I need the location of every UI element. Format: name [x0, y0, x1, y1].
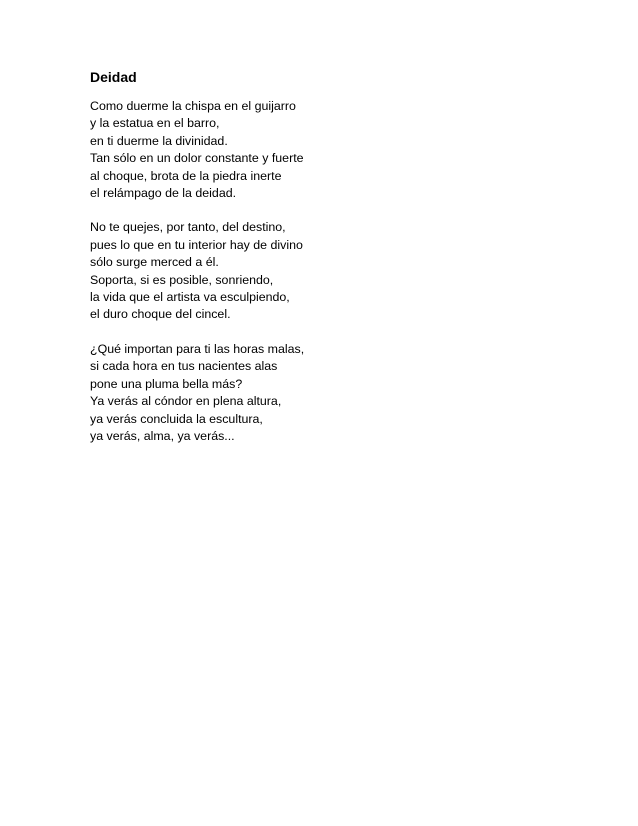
poem-line: y la estatua en el barro, [90, 116, 220, 131]
poem-line: Como duerme la chispa en el guijarro [90, 99, 296, 113]
poem-line: No te quejes, por tanto, del destino, [90, 220, 286, 235]
poem-line: la vida que el artista va esculpiendo, [90, 290, 290, 305]
stanza-2 [90, 219, 570, 323]
poem-line: sólo surge merced a él. [90, 255, 219, 270]
poem-title: Deidad [90, 69, 137, 85]
poem-line: el relámpago de la deidad. [90, 186, 237, 201]
stanza-1 [90, 98, 570, 202]
stanza-3 [90, 341, 570, 445]
poem-line: ya verás concluida la escultura, [90, 411, 263, 426]
poem-line: ¿Qué importan para ti las horas malas, [90, 341, 305, 356]
poem-line: si cada hora en tus nacientes alas [90, 359, 278, 374]
poem-line: pues lo que en tu interior hay de divino [90, 237, 303, 252]
poem-line: Ya verás al cóndor en plena altura, [90, 394, 282, 409]
poem-line: el duro choque del cincel. [90, 307, 231, 322]
poem-line: en ti duerme la divinidad. [90, 133, 228, 148]
poem-line: ya verás, alma, ya verás... [90, 428, 235, 443]
poem-line: Soporta, si es posible, sonriendo, [90, 272, 274, 287]
poem-line: Tan sólo en un dolor constante y fuerte [90, 151, 304, 166]
poem [90, 68, 570, 462]
poem-line: al choque, brota de la piedra inerte [90, 168, 282, 183]
poem-line: pone una pluma bella más? [90, 376, 243, 391]
